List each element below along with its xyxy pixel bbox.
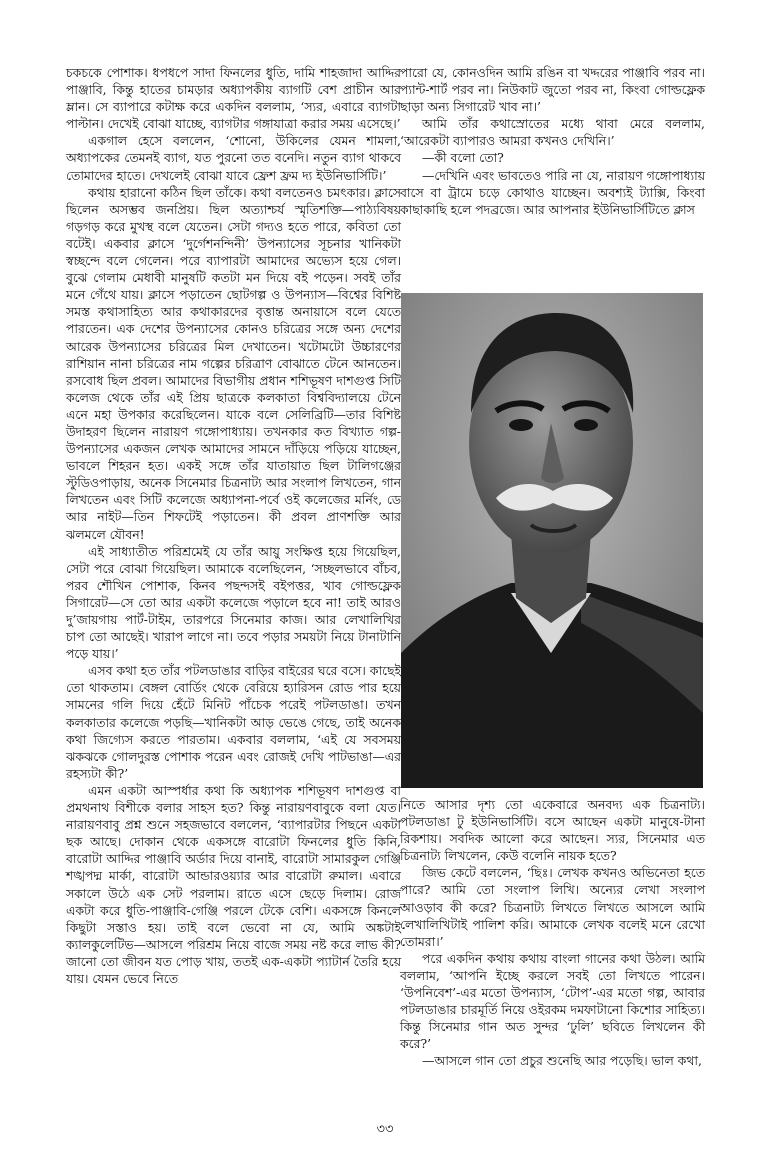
paragraph: পারো যে, কোনওদিন আমি রঙিন বা খদ্দরের পাঞ্জাবি পরব না। প্যান্ট-শার্ট পরব না। নিউকাট জুতো পরব না, কিংবা গোল্ডফ্লেক ছাড়া অন্য সিগারেট খাব না।’ <box>400 65 705 115</box>
paragraph: —দেখিনি এবং ভাবতেও পারি না যে, নারায়ণ গঙ্গোপাধ্যায় বাসে বা ট্রামে চড়ে কোথাও যাচ্ছেন। অবশ্যই ট্যাক্সি, কিংবা কাছাকাছি হলে পদব্রজে। আর আপনার ইউনিভার্সিটিতে ক্লাস <box>400 167 705 217</box>
paragraph: কথায় হারানো কঠিন ছিল তাঁকে। কথা বলতেনও চমৎকার। ক্লাসে ছিলেন অসম্ভব জনপ্রিয়। ছিল অত্যাশ্চর্য স্মৃতিশক্তি—পাঠ্যবিষয় গড়গড় করে মুখস্থ বলে যেতেন। সেটা গদ্যও হতে পারে, কবিতা তো বটেই। একবার ক্লাসে ‘দুর্গেশনন্দিনী’ উপন্যাসের সূচনার খানিকটা স্বচ্ছন্দে বলে গেলেন। পরে ব্যাপারটা আমাদের অভ্যেস হয়ে গেল। বুঝে গেলাম মেধাবী মানুষটি কতটা মন দিয়ে বই পড়েন। সবই তাঁর মনে গেঁথে যায়। ক্লাসে পড়াতেন ছোটগল্প ও উপন্যাস—বিশ্বের বিশিষ্ট সমস্ত কথাসাহিত্য আর কথাকারদের বৃত্তান্ত অনায়াসে বলে যেতে পারতেন। এক দেশের উপন্যাসের কোনও চরিত্রের সঙ্গে অন্য দেশের আরেক উপন্যাসের চরিত্রের মিল দেখাতেন। খটোমটো উচ্চারণের রাশিয়ান নানা চরিত্রের নাম গল্পের চরিত্রাণ বোঝাতে টেনে আনতেন। রসবোধ ছিল প্রবল। আমাদের বিভাগীয় প্রধান শশিভূষণ দাশগুপ্ত সিটি কলেজ থেকে তাঁর এই প্রিয় ছাত্রকে কলকাতা বিশ্ববিদ্যালয়ে টেনে এনে মহা উপকার করেছিলেন। যাকে বলে সেলিব্রিটি—তার বিশিষ্ট উদাহরণ ছিলেন নারায়ণ গঙ্গোপাধ্যায়। তখনকার কত বিখ্যাত গল্প-উপন্যাসের একজন লেখক আমাদের সামনে দাঁড়িয়ে পড়িয়ে যাচ্ছেন, ভাবলে শিহরন হত। একই সঙ্গে তাঁর যাতায়াত ছিল টালিগঞ্জের স্টুডিওপাড়ায়, অনেক সিনেমার চিত্রনাট্য আর সংলাপ লিখতেন, গান লিখতেন এবং সিটি কলেজে অধ্যাপনা-পর্বে ওই কলেজের মর্নিং, ডে আর নাইট—তিন শিফটেই পড়াতেন। কী প্রবল প্রাণশক্তি আর ঝলমলে যৌবন! <box>66 184 401 542</box>
portrait-illustration <box>401 293 703 788</box>
paragraph: এমন একটা আস্পর্ধার কথা কি অধ্যাপক শশিভূষণ দাশগুপ্ত বা প্রমথনাথ বিশীকে বলার সাহস হত? কিন্তু নারায়ণবাবুকে বলা যেত। নারায়ণবাবু প্রশ্ন শুনে সহজভাবে বললেন, ‘ব্যাপারটার পিছনে একটা ছক আছে। দোকান থেকে একসঙ্গে বারোটা ফিনলের ধুতি কিনি, বারোটা আদ্দির পাঞ্জাবি অর্ডার দিয়ে বানাই, বারোটা সামারকুল গেঞ্জি শঙ্খপদ্ম মার্কা, বারোটা আন্ডারওয়্যার আর বারোটা রুমাল। এবারে সকালে উঠে এক সেট পরলাম। রাতে এসে ছেড়ে দিলাম। রোজ একটা করে ধুতি-পাঞ্জাবি-গেঞ্জি পরলে টেকে বেশি। একসঙ্গে কিনলে কিছুটা সস্তাও হয়। তাই বলে ভেবো না যে, আমি অঙ্কটাই ক্যালকুলেটিভ—আসলে পরিশ্রম নিয়ে বাজে সময় নষ্ট করে লাভ কী? জানো তো জীবন যত পোড় খায়, ততই এক-একটা প্যাটার্ন তৈরি হয়ে যায়। যেমন ভেবে নিতে <box>66 782 401 986</box>
paragraph: —আসলে গান তো প্রচুর শুনেছি আর পড়েছি। ভাল কথা, <box>422 1053 702 1069</box>
paragraph: এই সাধ্যাতীত পরিশ্রমেই যে তাঁর আয়ু সংক্ষিপ্ত হয়ে গিয়েছিল, সেটা পরে বোঝা গিয়েছিল। আমাকে বলেছিলেন, ‘সচ্ছলভাবে বাঁচব, পরব শৌখিন পোশাক, কিনব পছন্দসই বইপত্তর, খাব গোল্ডফ্লেক সিগারেট—সে তো আর একটা কলেজে পড়ালে হবে না! তাই আরও দু’জায়গায় পার্ট-টাইম, তারপরে সিনেমার কাজ। আর লেখালিখির চাপ তো আছেই। খারাপ লাগে না। তবে পড়ার সময়টা নিয়ে টানাটানি পড়ে যায়।’ <box>66 543 401 662</box>
paragraph: এসব কথা হত তাঁর পটলডাঙার বাড়ির বাইরের ঘরে বসে। কাছেই তো থাকতাম। বেঙ্গল বোর্ডিং থেকে বেরিয়ে হ্যারিসন রোড পার হয়ে সামনের গলি দিয়ে হেঁটে মিনিট পাঁচেক পরেই পটলডাঙা। তখন কলকাতার কলেজে পড়ছি—খানিকটা আড় ভেঙে গেছে, তাই অনেক কথা জিগ্যেস করতে পারতাম। একবার বললাম, ‘এই যে সবসময় ঝকঝকে গোলদুরস্ত পোশাক পরেন এবং রোজই দেখি পাটভাঙা—এর রহস্যটা কী?’ <box>66 663 401 781</box>
portrait-photo <box>401 293 703 788</box>
right-text-column-top <box>400 64 705 218</box>
paragraph: —কী বলো তো? <box>422 150 504 166</box>
paragraph: আমি তাঁর কথাস্রোতের মধ্যে থাবা মেরে বললাম, ‘আরেকটা ব্যাপারও আমরা কখনও দেখিনি।’ <box>400 116 705 149</box>
paragraph: একগাল হেসে বললেন, ‘শোনো, উকিলের যেমন শামলা, অধ্যাপকের তেমনই ব্যাগ, যত পুরনো তত বনেদি। নতুন ব্যাগ থাকবে তোমাদের হাতে। দেখলেই বোঝা যাবে ফ্রেশ ফ্রম দ্য ইউনিভার্সিটি।’ <box>66 133 401 183</box>
paragraph: চকচকে পোশাক। ধপধপে সাদা ফিনলের ধুতি, দামি শাহজাদা আদ্দির পাঞ্জাবি, কিন্তু হাতের চামড়ার অধ্যাপকীয় ব্যাগটি বেশ প্রাচীন আর ম্লান। সে ব্যাপারে কটাক্ষ করে একদিন বললাম, ‘স্যর, এবারে ব্যাগটা পাল্টান। দেখেই বোঝা যাচ্ছে, ব্যাগটার গঙ্গাযাত্রা করার সময় এসেছে।’ <box>66 65 401 132</box>
paragraph: নিতে আসার দৃশ্য তো একেবারে অনবদ্য এক চিত্রনাট্য। পটলডাঙা টু ইউনিভার্সিটি। বসে আছেন একটা মানুষে-টানা রিকশায়। সবদিক আলো করে আছেন। স্যর, সিনেমার এত চিত্রনাট্য লিখলেন, কেউ বলেনি নায়ক হতে? <box>400 797 705 864</box>
left-text-column <box>66 64 401 987</box>
page-number: ৩৩ <box>376 1122 394 1137</box>
paragraph: পরে একদিন কথায় কথায় বাংলা গানের কথা উঠল। আমি বললাম, ‘আপনি ইচ্ছে করলে সবই তো লিখতে পারেন। ‘উপনিবেশ’-এর মতো উপন্যাস, ‘টোপ’-এর মতো গল্প, আবার পটলডাঙার চারমূর্তি নিয়ে ওইরকম দমফাটানো কিশোর সাহিত্য। কিন্তু সিনেমার গান অত সুন্দর ‘ঢুলি’ ছবিতে লিখলেন কী করে?’ <box>400 950 705 1052</box>
paragraph: জিভ কেটে বললেন, ‘ছিঃ। লেখক কখনও অভিনেতা হতে পারে? আমি তো সংলাপ লিখি। অন্যের লেখা সংলাপ আওড়াব কী করে? চিত্রনাট্য লিখতে লিখতে আসলে আমি লেখালিখিটাই পালিশ করি। আমাকে লেখক বলেই মনে রেখো তোমরা।’ <box>400 865 705 949</box>
right-text-column-bottom <box>400 796 705 1070</box>
